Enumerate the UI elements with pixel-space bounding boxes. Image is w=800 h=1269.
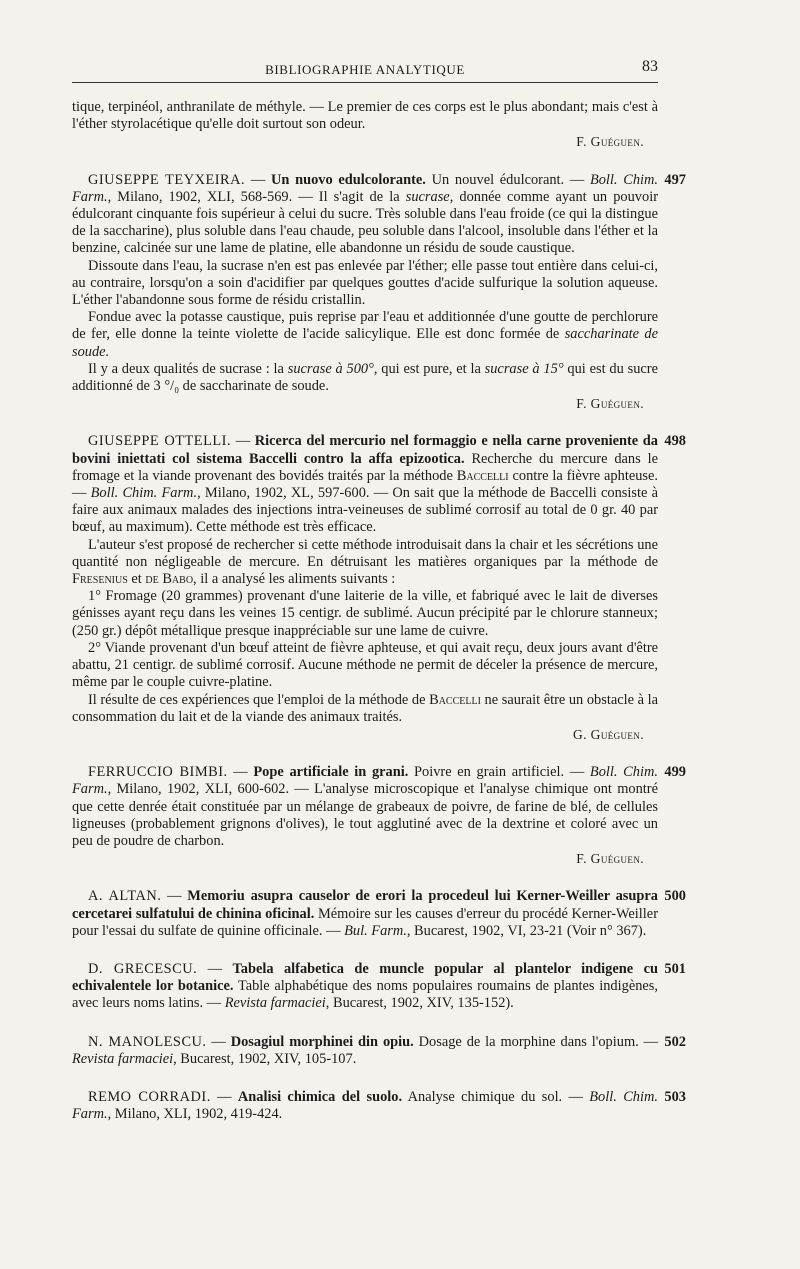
entry-paragraph: 497 GIUSEPPE TEYXEIRA. — Un nuovo edulcolorante. Un nouvel édulcorant. — Boll. Chim. Farm., Milano, 1902, XLI, 568-569. — Il s'agit de la sucrase, donnée comme ayant un pouvoir édulcorant cinquante fois supérieur à celui du sucre. Très soluble dans l'eau froide (ce qui la distingue de la saccharine), plus soluble dans l'eau chaude, peu soluble dans l'alcool, insoluble dans l'éther et la benzine, calcinée sur une lame de platine, elle abandonne un résidu de soude caustique. [72, 171, 686, 257]
running-header [72, 58, 658, 83]
entry-author: FERRUCCIO BIMBI. [88, 764, 228, 781]
entry-501 [72, 960, 686, 1013]
entry-author: N. MANOLESCU. [88, 1033, 207, 1050]
entry-497 [72, 171, 686, 413]
entry-number: 501 [664, 960, 686, 977]
entry-paragraph: Il y a deux qualités de sucrase : la sucrase à 500°, qui est pure, et la sucrase à 15° qui est du sucre additionné de 3 °/₀ de saccharinate de soude. [72, 360, 658, 395]
entry-title: Pope artificiale in grani. [253, 764, 409, 781]
signature: F. Guéguen. [576, 134, 644, 150]
document-page [72, 58, 686, 1123]
entry-paragraph: 503 REMO CORRADI. — Analisi chimica del suolo. Analyse chimique du sol. — Boll. Chim. Farm., Milano, XLI, 1902, 419-424. [72, 1088, 686, 1123]
entry-author: REMO CORRADI. [88, 1088, 211, 1105]
entry-500 [72, 888, 686, 940]
journal-name: Revista farmaciei [224, 995, 326, 1012]
entry-502 [72, 1033, 686, 1068]
entry-paragraph: 502 N. MANOLESCU. — Dosagiul morphinei din opiu. Dosage de la morphine dans l'opium. — Revista farmaciei, Bucarest, 1902, XIV, 105-107. [72, 1033, 686, 1067]
entry-author: D. GRECESCU. [88, 960, 198, 977]
journal-name: Boll. Chim. Farm. [90, 485, 198, 502]
entry-title: Ricerca del mercurio nel formaggio e nella carne proveniente da bovini iniettati col sistema Baccelli contro la affa epizootica. [72, 433, 658, 467]
entry-title: Tabela alfabetica de muncle popular al plantelor indigene cu echivalentele lor botanice. [72, 960, 658, 995]
entry-number: 500 [664, 888, 686, 905]
entry-paragraph: Dissoute dans l'eau, la sucrase n'en est pas enlevée par l'éther; elle passe tout entière dans celui-ci, au contraire, lorsqu'on a soin d'acidifier par quelques gouttes d'acide sulfurique la solution aqueuse. L'éther l'abandonne sous forme de résidu cristallin. [72, 257, 658, 309]
signature: F. Guéguen. [576, 851, 644, 867]
entry-author: GIUSEPPE TEYXEIRA. [88, 171, 246, 188]
entry-author: GIUSEPPE OTTELLI. [88, 433, 232, 450]
journal-name: Boll. Chim. Farm. [72, 764, 658, 798]
journal-name: Revista farmaciei [72, 1050, 174, 1067]
signature: G. Guéguen. [572, 726, 644, 742]
entry-number: 503 [664, 1088, 686, 1105]
intro-paragraph: tique, terpinéol, anthranilate de méthyle. — Le premier de ces corps est le plus abondant; mais c'est à l'éther styrolacétique qu'elle doit surtout son odeur. [72, 99, 658, 133]
entry-title: Dosagiul morphinei din opiu. [230, 1033, 414, 1050]
entry-paragraph: Il résulte de ces expériences que l'emploi de la méthode de Baccelli ne saurait être un obstacle à la consommation du lait et de la viande des animaux traités. [72, 691, 658, 725]
entry-499 [72, 764, 686, 867]
header-title: BIBLIOGRAPHIE ANALYTIQUE [265, 62, 465, 77]
entry-paragraph: 1° Fromage (20 grammes) provenant d'une laiterie de la ville, et fabriqué avec le lait de diverses génisses ayant reçu dans les veines 15 centigr. de sublimé. Aucun précipité par le chlorure stanneux; (250 gr.) dépôt métallique presque inappréciable sur une lame de cuivre. [72, 588, 658, 639]
journal-name: Boll. Chim. Farm. [72, 171, 659, 205]
entry-503 [72, 1088, 686, 1123]
entry-paragraph: 499 FERRUCCIO BIMBI. — Pope artificiale in grani. Poivre en grain artificiel. — Boll. Chim. Farm., Milano, 1902, XLI, 600-602. — L'analyse microscopique et l'analyse chimique ont montré que cette denrée était constituée par un mélange de grabeaux de poivre, de farine de blé, de cellules ligneuses (probablement grignons d'olives), le tout agglutiné avec de la dextrine et coloré avec un peu de poudre de charbon. [72, 764, 686, 849]
entry-number: 498 [664, 433, 686, 450]
entry-paragraph: Fondue avec la potasse caustique, puis reprise par l'eau et additionnée d'une goutte de perchlorure de fer, elle donne la teinte violette de l'acide salicylique. Elle est donc formée de saccharinate de soude. [72, 309, 659, 360]
page-number: 83 [642, 58, 658, 75]
entry-title: Memoriu asupra causelor de erori la procedeul lui Kerner-Weiller asupra cercetarei sulfatului de chinina oficinal. [72, 888, 658, 922]
journal-name: Boll. Chim. Farm. [72, 1088, 658, 1123]
entry-title: Un nuovo edulcolorante. [270, 171, 426, 188]
entry-paragraph: 2° Viande provenant d'un bœuf atteint de fièvre aphteuse, et qui avait reçu, deux jours avant d'être abattu, 21 centigr. de sublimé corrosif. Aucune méthode ne permit de déceler la présence de mercure, même par le couple cuivre-platine. [72, 639, 658, 691]
entry-paragraph: 498 GIUSEPPE OTTELLI. — Ricerca del mercurio nel formaggio e nella carne proveniente da bovini iniettati col sistema Baccelli contro la affa epizootica. Recherche du mercure dans le fromage et la viande provenant des bovidés traités par la méthode Baccelli contre la fièvre aphteuse. — Boll. Chim. Farm., Milano, 1902, XL, 597-600. — On sait que la méthode de Baccelli consiste à faire aux animaux malades des injections intra-veineuses de sublimé corrosif au total de 0 gr. 40 par bœuf, au maximum). Cette méthode est très efficace. [72, 433, 686, 536]
entry-number: 502 [664, 1033, 686, 1050]
signature: F. Guéguen. [576, 396, 644, 412]
entry-number: 497 [664, 171, 686, 188]
entry-title: Analisi chimica del suolo. [237, 1088, 403, 1105]
journal-name: Bul. Farm. [344, 922, 407, 939]
entry-paragraph: L'auteur s'est proposé de rechercher si cette méthode introduisait dans la chair et les sécrétions une quantité non négligeable de mercure. En détruisant les matières organiques par la méthode de Fresenius et de Babo, il a analysé les aliments suivants : [72, 536, 658, 588]
entry-498 [72, 433, 686, 743]
page-body [72, 99, 686, 1123]
entry-author: A. ALTAN. [88, 888, 162, 905]
entry-paragraph: 501 D. GRECESCU. — Tabela alfabetica de muncle popular al plantelor indigene cu echivalentele lor botanice. Table alphabétique des noms populaires roumains de plantes indigènes, avec leurs noms latins. — Revista farmaciei, Bucarest, 1902, XIV, 135-152). [72, 960, 686, 1012]
entry-paragraph: 500 A. ALTAN. — Memoriu asupra causelor de erori la procedeul lui Kerner-Weiller asupra cercetarei sulfatului de chinina oficinal. Mémoire sur les causes d'erreur du procédé Kerner-Weiller pour l'essai du sulfate de quinine officinale. — Bul. Farm., Bucarest, 1902, VI, 23-21 (Voir n° 367). [72, 888, 686, 939]
entry-number: 499 [664, 764, 686, 781]
